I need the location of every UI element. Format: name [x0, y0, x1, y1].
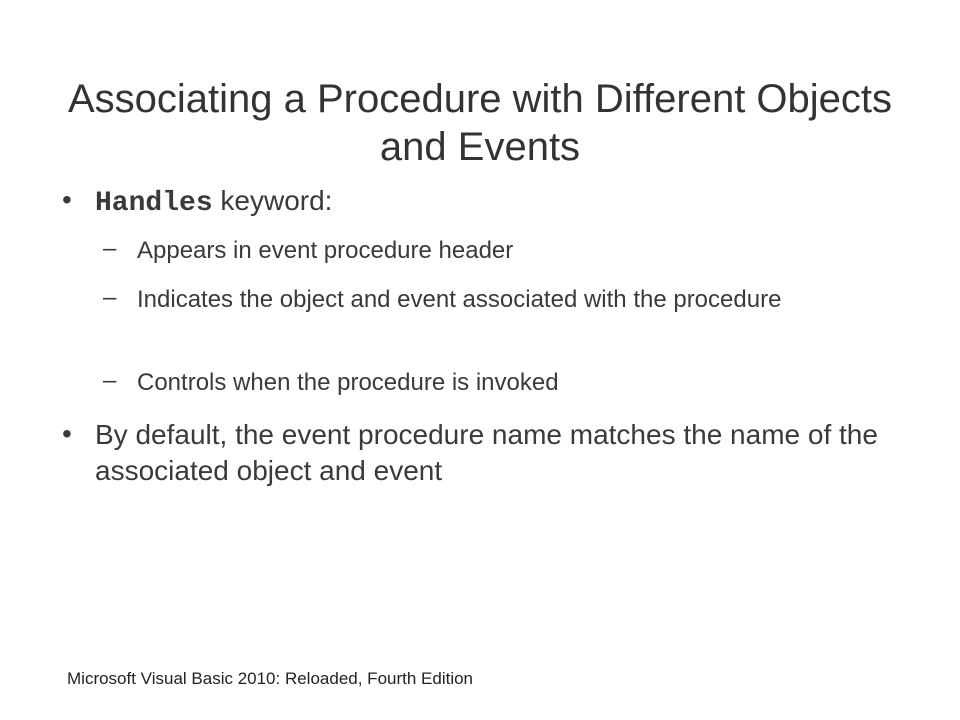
- dash-marker: –: [103, 235, 117, 262]
- dash-marker: –: [103, 367, 117, 394]
- bullet-text-rest: keyword:: [212, 185, 333, 216]
- subitem-text: Controls when the procedure is invoked: [137, 369, 559, 396]
- dash-marker: –: [103, 284, 117, 311]
- code-keyword: Handles: [95, 188, 213, 219]
- subitem: [103, 234, 867, 268]
- bullet-item-handles: [62, 183, 332, 222]
- subitem: [103, 283, 867, 317]
- bullet-marker: •: [62, 184, 72, 215]
- bullet-marker: •: [62, 418, 72, 449]
- slide-title: Associating a Procedure with Different Objects and Events: [67, 76, 893, 169]
- slide-footer: Microsoft Visual Basic 2010: Reloaded, Fourth Edition: [67, 669, 474, 688]
- subitem-text: Indicates the object and event associated with the procedure: [137, 286, 782, 313]
- bullet-item-default-name: [62, 417, 885, 489]
- subitem-text: Appears in event procedure header: [137, 237, 514, 264]
- bullet-text: [95, 183, 332, 222]
- bullet-text: By default, the event procedure name matches the name of the associated object and event: [95, 419, 878, 486]
- subitem: [103, 366, 867, 400]
